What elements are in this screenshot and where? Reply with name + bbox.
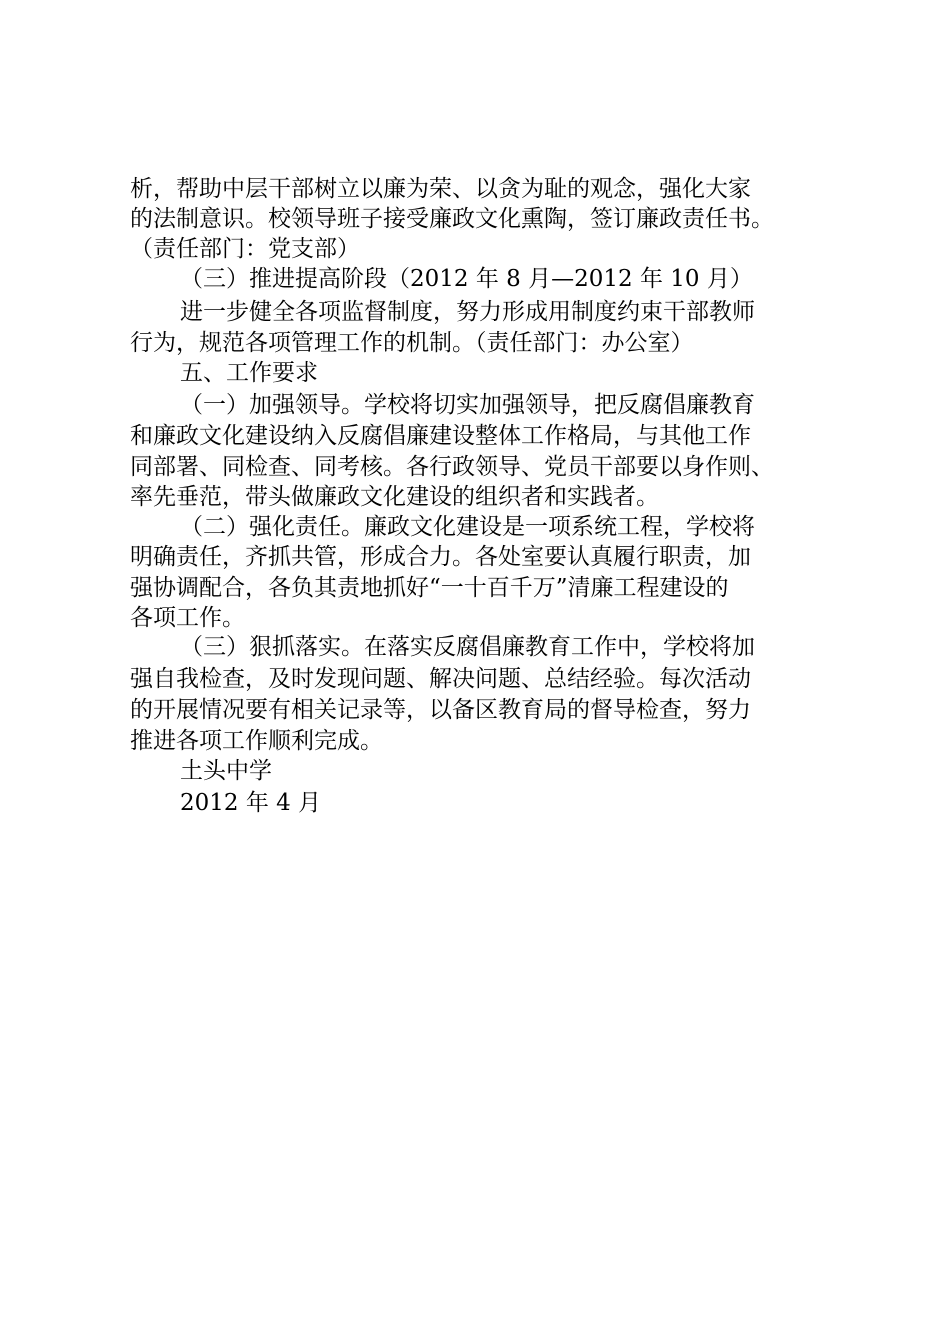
text-line: 强协调配合，各负其责地抓好“一十百千万”清廉工程建设的 <box>130 575 729 601</box>
text-line: （一）加强领导。学校将切实加强领导，把反腐倡廉教育 <box>180 392 755 418</box>
text-line: 推进各项工作顺利完成。 <box>130 728 383 754</box>
signature-date: 2012 年 4 月 <box>180 790 322 816</box>
text-line: 率先垂范，带头做廉政文化建设的组织者和实践者。 <box>130 484 659 510</box>
text-line: 和廉政文化建设纳入反腐倡廉建设整体工作格局，与其他工作 <box>130 423 751 449</box>
text-line: 各项工作。 <box>130 605 245 631</box>
text-line: 强自我检查，及时发现问题、解决问题、总结经验。每次活动 <box>130 666 751 692</box>
text-line: 行为，规范各项管理工作的机制。（责任部门：办公室） <box>130 330 694 356</box>
text-line: 进一步健全各项监督制度，努力形成用制度约束干部教师 <box>180 299 755 325</box>
text-line: （二）强化责任。廉政文化建设是一项系统工程，学校将 <box>180 514 755 540</box>
text-line: 同部署、同检查、同考核。各行政领导、党员干部要以身作则、 <box>130 454 774 480</box>
section-heading: （三）推进提高阶段（2012 年 8 月—2012 年 10 月） <box>180 266 753 292</box>
section-heading: 五、工作要求 <box>180 360 318 386</box>
signature-org: 土头中学 <box>180 758 272 784</box>
text-line: （责任部门：党支部） <box>130 236 360 262</box>
text-line: （三）狠抓落实。在落实反腐倡廉教育工作中，学校将加 <box>180 634 755 660</box>
text-line: 明确责任，齐抓共管，形成合力。各处室要认真履行职责，加 <box>130 544 751 570</box>
text-line: 析，帮助中层干部树立以廉为荣、以贪为耻的观念，强化大家 <box>130 176 751 202</box>
text-line: 的开展情况要有相关记录等，以备区教育局的督导检查，努力 <box>130 697 751 723</box>
text-line: 的法制意识。校领导班子接受廉政文化熏陶，签订廉政责任书。 <box>130 206 774 232</box>
